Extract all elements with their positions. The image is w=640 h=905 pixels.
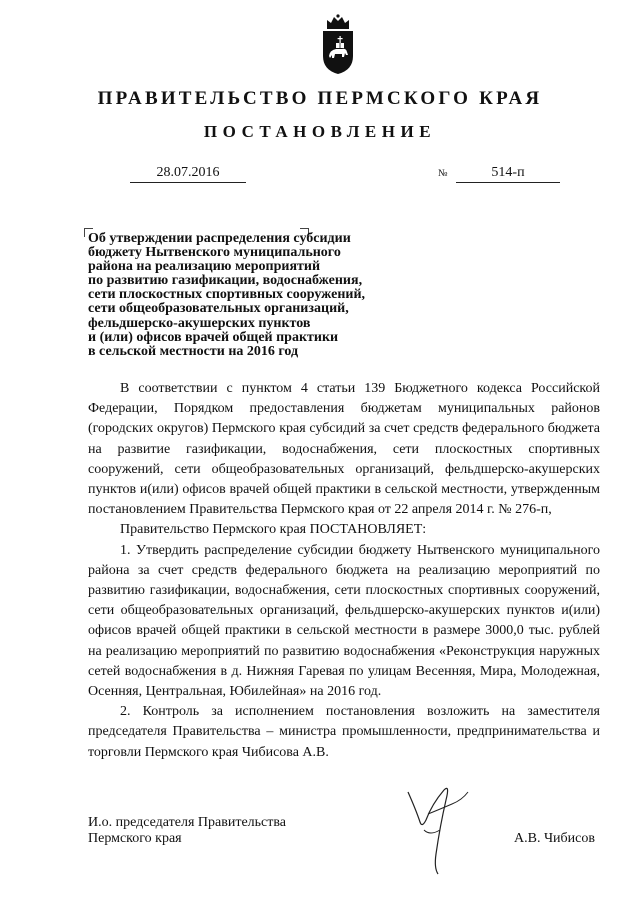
preamble-paragraph: В соответствии с пунктом 4 статьи 139 Бюджетного кодекса Российской Федерации, Порядком предоставления бюджетам муниципальных районов (городских округов) Пермского края субсидий за счет средств федерального бюджета на развитие газификации, водоснабжения, сети плоскостных спортивных сооружений, сети общеобразовательных организаций, фельдшерско-акушерских пунктов и(или) офисов врачей общей практики в сельской местности, утвержденным постановлением Правительства Пермского края от 22 апреля 2014 г. № 276-п, xyxy=(88,381,600,518)
item-2-paragraph: 2. Контроль за исполнением постановления возложить на заместителя председателя Правительства – министра промышленности, предпринимательства и торговли Пермского края Чибисова А.В. xyxy=(88,704,600,760)
handwritten-signature xyxy=(398,770,498,880)
document-type: ПОСТАНОВЛЕНИЕ xyxy=(203,122,437,141)
signer-name: А.В. Чибисов xyxy=(514,831,595,846)
resolution-statement: Правительство Пермского края ПОСТАНОВЛЯЕТ: xyxy=(120,522,427,538)
document-subject: Об утверждении распределения субсидии бюджету Нытвенского муниципального района на реализацию мероприятий по развитию газификации, водоснабжения, сети плоскостных спортивных сооружений, сети общеобразовательных организаций, фельдшерско-акушерских пунктов и (или) офисов врачей общей практики в сельской местности на 2016 год xyxy=(88,231,366,359)
number-sign: № xyxy=(438,168,448,179)
document-date: 28.07.2016 xyxy=(130,164,246,183)
organization-title: ПРАВИТЕЛЬСТВО ПЕРМСКОГО КРАЯ xyxy=(97,88,543,109)
signer-position: И.о. председателя Правительства Пермского края xyxy=(88,815,287,846)
item-1-paragraph: 1. Утвердить распределение субсидии бюджету Нытвенского муниципального района за счет средств федерального бюджета на реализацию мероприятий по развитию газификации, водоснабжения, сети плоскостных спортивных сооружений, сети общеобразовательных организаций, фельдшерско-акушерских пунктов и(или) офисов врачей общей практики в сельской местности в размере 3000,0 тыс. рублей на реализацию мероприятий по развитию водоснабжения «Реконструкция наружных сетей водоснабжения в д. Нижняя Гаревая по улицам Весенняя, Мира, Молодежная, Осенняя, Центральная, Юбилейная» на 2016 год. xyxy=(88,542,600,700)
document-number: 514-п xyxy=(456,164,560,183)
document-body xyxy=(88,379,600,763)
coat-of-arms-emblem xyxy=(318,12,358,76)
